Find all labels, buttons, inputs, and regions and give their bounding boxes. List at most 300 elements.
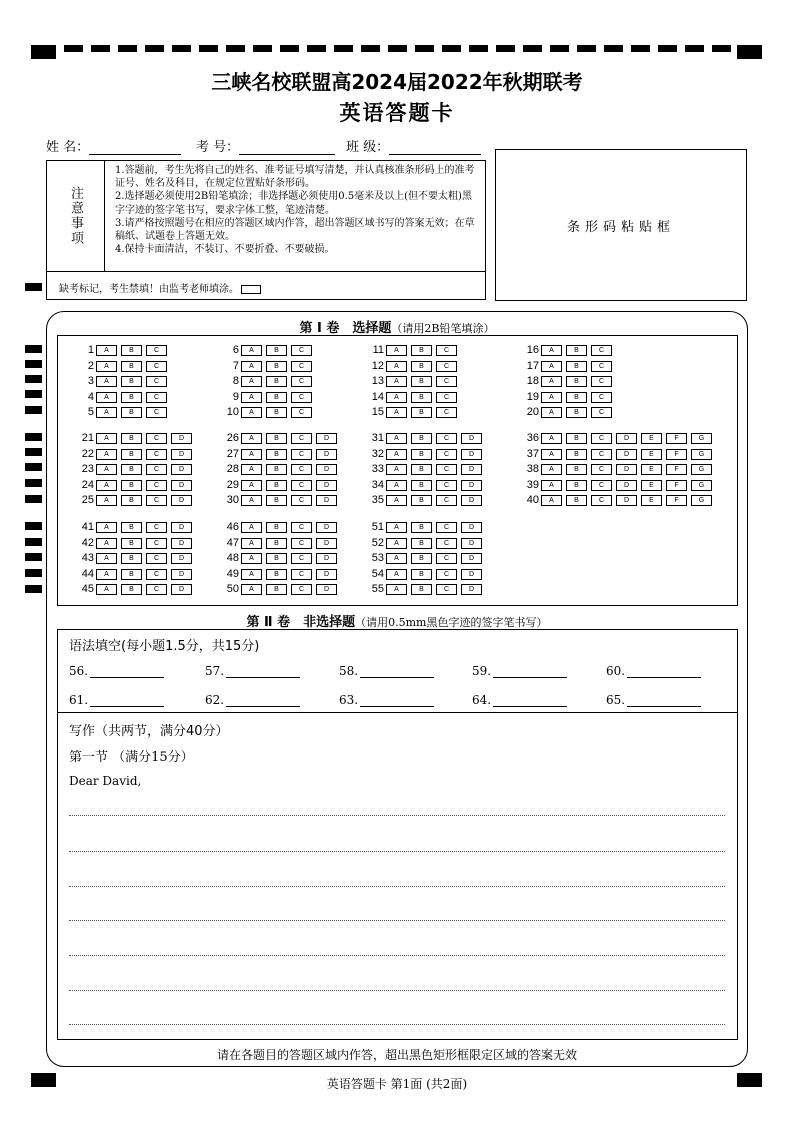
answer-bubble-d[interactable]: D: [461, 449, 482, 460]
answer-bubble-a[interactable]: A: [96, 584, 117, 595]
answer-bubble-a[interactable]: A: [541, 361, 562, 372]
grammar-blank[interactable]: [339, 664, 434, 678]
answer-bubble-c[interactable]: C: [436, 361, 457, 372]
answer-bubble-a[interactable]: A: [241, 495, 262, 506]
answer-bubble-a[interactable]: A: [96, 495, 117, 506]
choice-question: [221, 361, 316, 372]
answer-bubble-a[interactable]: A: [241, 345, 262, 356]
answer-bubble-a[interactable]: A: [241, 522, 262, 533]
answer-bubble-a[interactable]: A: [386, 376, 407, 387]
grammar-blank[interactable]: [69, 693, 164, 707]
question-number: 12: [371, 359, 384, 372]
answer-bubble-c[interactable]: C: [436, 538, 457, 549]
writing-line: [69, 815, 725, 816]
answer-bubble-b[interactable]: B: [411, 449, 432, 460]
answer-bubble-b[interactable]: B: [566, 376, 587, 387]
answer-bubble-a[interactable]: A: [96, 407, 117, 418]
absent-checkbox[interactable]: [241, 285, 261, 294]
grammar-blank[interactable]: [69, 664, 164, 678]
answer-bubble-a[interactable]: A: [241, 480, 262, 491]
answer-bubble-c[interactable]: C: [291, 345, 312, 356]
blank-number: 56.: [69, 664, 89, 678]
grammar-blank[interactable]: [606, 693, 701, 707]
question-number: 41: [81, 521, 94, 533]
answer-bubble-d[interactable]: D: [171, 433, 192, 444]
answer-bubble-a[interactable]: A: [386, 584, 407, 595]
question-number: 28: [226, 463, 239, 475]
answer-bubble-b[interactable]: B: [411, 464, 432, 475]
answer-bubble-d[interactable]: D: [461, 522, 482, 533]
answer-bubble-b[interactable]: B: [121, 392, 142, 403]
answer-bubble-b[interactable]: B: [121, 538, 142, 549]
answer-bubble-a[interactable]: A: [96, 392, 117, 403]
answer-bubble-c[interactable]: C: [146, 449, 167, 460]
writing-line: [69, 851, 725, 852]
answer-bubble-g[interactable]: G: [691, 433, 712, 444]
answer-bubble-d[interactable]: D: [316, 584, 337, 595]
answer-bubble-b[interactable]: B: [266, 553, 287, 564]
side-mark: [25, 375, 42, 383]
answer-bubble-a[interactable]: A: [241, 584, 262, 595]
notice-item-1: 1.答题前，考生先将自己的姓名、准考证号填写清楚，并认真核准条形码上的准考证号、姓名及科目，在规定位置贴好条形码。: [115, 165, 475, 190]
choice-question: [76, 361, 171, 372]
notice-item-4: 4.保持卡面清洁，不装订、不要折叠、不要破损。: [115, 244, 335, 256]
timing-dash: [523, 45, 542, 52]
answer-bubble-a[interactable]: A: [386, 433, 407, 444]
answer-bubble-a[interactable]: A: [96, 376, 117, 387]
answer-bubble-b[interactable]: B: [266, 584, 287, 595]
answer-bubble-c[interactable]: C: [291, 392, 312, 403]
answer-bubble-a[interactable]: A: [541, 392, 562, 403]
answer-bubble-c[interactable]: C: [591, 495, 612, 506]
answer-bubble-a[interactable]: A: [386, 495, 407, 506]
answer-bubble-c[interactable]: C: [591, 433, 612, 444]
question-number: 6: [232, 344, 239, 356]
answer-bubble-a[interactable]: A: [96, 464, 117, 475]
blank-number: 62.: [205, 693, 225, 707]
answer-bubble-b[interactable]: B: [266, 407, 287, 418]
question-number: 43: [81, 552, 94, 564]
answer-bubble-b[interactable]: B: [411, 584, 432, 595]
answer-bubble-b[interactable]: B: [566, 464, 587, 475]
choice-question: [366, 407, 461, 418]
answer-bubble-c[interactable]: C: [146, 553, 167, 564]
answer-bubble-a[interactable]: A: [241, 569, 262, 580]
answer-bubble-a[interactable]: A: [96, 345, 117, 356]
barcode-area: [495, 149, 747, 301]
answer-bubble-d[interactable]: D: [461, 480, 482, 491]
answer-bubble-e[interactable]: E: [641, 480, 662, 491]
answer-bubble-c[interactable]: C: [146, 495, 167, 506]
answer-bubble-c[interactable]: C: [291, 407, 312, 418]
question-number: 32: [371, 447, 384, 460]
answer-bubble-d[interactable]: D: [316, 569, 337, 580]
answer-bubble-c[interactable]: C: [436, 522, 457, 533]
answer-bubble-g[interactable]: G: [691, 464, 712, 475]
choice-question: [221, 407, 316, 418]
answer-bubble-a[interactable]: A: [386, 361, 407, 372]
choice-question: [221, 345, 316, 356]
answer-bubble-b[interactable]: B: [121, 345, 142, 356]
answer-bubble-b[interactable]: B: [266, 433, 287, 444]
answer-bubble-c[interactable]: C: [591, 392, 612, 403]
answer-bubble-a[interactable]: A: [386, 345, 407, 356]
answer-bubble-b[interactable]: B: [411, 495, 432, 506]
answer-bubble-b[interactable]: B: [566, 345, 587, 356]
answer-bubble-c[interactable]: C: [146, 361, 167, 372]
choice-question: [221, 522, 341, 533]
answer-bubble-b[interactable]: B: [266, 495, 287, 506]
grammar-blank[interactable]: [205, 664, 300, 678]
answer-bubble-c[interactable]: C: [291, 464, 312, 475]
answer-bubble-f[interactable]: F: [666, 433, 687, 444]
answer-bubble-b[interactable]: B: [411, 538, 432, 549]
question-number: 49: [226, 567, 239, 580]
answer-bubble-b[interactable]: B: [411, 522, 432, 533]
exam-no-field[interactable]: [196, 136, 335, 155]
answer-bubble-b[interactable]: B: [266, 361, 287, 372]
answer-bubble-b[interactable]: B: [266, 449, 287, 460]
question-number: 33: [371, 463, 384, 475]
answer-bubble-a[interactable]: A: [241, 449, 262, 460]
answer-bubble-f[interactable]: F: [666, 495, 687, 506]
exam-title: 三峡名校联盟高2024届2022年秋期联考: [211, 70, 583, 94]
grammar-title: 语法填空(每小题1.5分，共15分): [69, 639, 260, 654]
choice-question: [221, 449, 341, 460]
question-number: 29: [226, 478, 239, 491]
answer-bubble-d[interactable]: D: [171, 522, 192, 533]
answer-bubble-a[interactable]: A: [541, 376, 562, 387]
answer-bubble-c[interactable]: C: [291, 495, 312, 506]
timing-dash: [64, 45, 83, 52]
answer-bubble-d[interactable]: D: [171, 569, 192, 580]
answer-bubble-b[interactable]: B: [566, 361, 587, 372]
choice-question: [76, 345, 171, 356]
answer-bubble-a[interactable]: A: [96, 433, 117, 444]
answer-bubble-a[interactable]: A: [241, 361, 262, 372]
answer-bubble-d[interactable]: D: [171, 538, 192, 549]
answer-bubble-c[interactable]: C: [146, 464, 167, 475]
answer-bubble-c[interactable]: C: [591, 345, 612, 356]
answer-bubble-e[interactable]: E: [641, 495, 662, 506]
answer-bubble-a[interactable]: A: [241, 433, 262, 444]
answer-bubble-d[interactable]: D: [461, 584, 482, 595]
answer-bubble-d[interactable]: D: [171, 449, 192, 460]
answer-bubble-c[interactable]: C: [146, 407, 167, 418]
answer-bubble-d[interactable]: D: [616, 433, 637, 444]
question-number: 4: [87, 390, 94, 403]
choice-question: [76, 480, 196, 491]
answer-bubble-c[interactable]: C: [291, 522, 312, 533]
answer-bubble-a[interactable]: A: [241, 464, 262, 475]
question-number: 11: [372, 344, 384, 356]
question-number: 39: [526, 478, 539, 491]
section1-heading: [0, 317, 794, 336]
answer-bubble-a[interactable]: A: [241, 392, 262, 403]
answer-bubble-c[interactable]: C: [146, 392, 167, 403]
answer-bubble-b[interactable]: B: [121, 480, 142, 491]
timing-dash: [361, 45, 380, 52]
answer-bubble-c[interactable]: C: [436, 553, 457, 564]
answer-bubble-b[interactable]: B: [411, 553, 432, 564]
side-mark: [25, 448, 42, 456]
answer-bubble-c[interactable]: C: [291, 433, 312, 444]
answer-bubble-b[interactable]: B: [411, 433, 432, 444]
answer-bubble-b[interactable]: B: [266, 345, 287, 356]
answer-bubble-d[interactable]: D: [461, 553, 482, 564]
answer-bubble-b[interactable]: B: [121, 376, 142, 387]
answer-bubble-c[interactable]: C: [436, 495, 457, 506]
answer-bubble-b[interactable]: B: [566, 433, 587, 444]
answer-bubble-g[interactable]: G: [691, 495, 712, 506]
answer-bubble-b[interactable]: B: [121, 569, 142, 580]
side-mark: [25, 463, 42, 471]
answer-bubble-c[interactable]: C: [291, 480, 312, 491]
side-mark: [25, 585, 42, 593]
answer-bubble-d[interactable]: D: [171, 553, 192, 564]
answer-bubble-b[interactable]: B: [121, 407, 142, 418]
answer-bubble-b[interactable]: B: [411, 569, 432, 580]
answer-bubble-b[interactable]: B: [266, 376, 287, 387]
answer-bubble-d[interactable]: D: [171, 584, 192, 595]
answer-bubble-d[interactable]: D: [316, 522, 337, 533]
timing-dash: [307, 45, 326, 52]
letter-salutation: Dear David,: [69, 774, 142, 788]
notice-item-2: 2.选择题必须使用2B铅笔填涂；非选择题必须使用0.5毫米及以上(但不要太粗)黑字字迹的签字笔书写，要求字体工整，笔迹清楚。: [115, 191, 472, 216]
answer-bubble-c[interactable]: C: [146, 584, 167, 595]
blank-number: 63.: [339, 693, 359, 707]
answer-bubble-b[interactable]: B: [266, 569, 287, 580]
answer-bubble-b[interactable]: B: [266, 522, 287, 533]
answer-bubble-d[interactable]: D: [616, 495, 637, 506]
answer-bubble-a[interactable]: A: [96, 522, 117, 533]
answer-bubble-c[interactable]: C: [291, 376, 312, 387]
timing-dash: [118, 45, 137, 52]
choice-question: [521, 433, 716, 444]
answer-bubble-c[interactable]: C: [146, 569, 167, 580]
answer-bubble-c[interactable]: C: [591, 480, 612, 491]
side-mark: [25, 479, 42, 487]
answer-bubble-a[interactable]: A: [541, 345, 562, 356]
choice-question: [521, 376, 616, 387]
grammar-blank[interactable]: [339, 693, 434, 707]
answer-bubble-a[interactable]: A: [386, 538, 407, 549]
answer-bubble-a[interactable]: A: [386, 464, 407, 475]
answer-bubble-f[interactable]: F: [666, 464, 687, 475]
answer-bubble-b[interactable]: B: [121, 433, 142, 444]
answer-bubble-a[interactable]: A: [541, 495, 562, 506]
grammar-blank[interactable]: [472, 664, 567, 678]
answer-bubble-b[interactable]: B: [566, 495, 587, 506]
answer-bubble-b[interactable]: B: [566, 449, 587, 460]
choice-question: [76, 464, 196, 475]
answer-bubble-d[interactable]: D: [171, 464, 192, 475]
choice-question: [76, 433, 196, 444]
answer-bubble-c[interactable]: C: [436, 433, 457, 444]
question-number: 17: [526, 359, 539, 372]
answer-bubble-b[interactable]: B: [121, 449, 142, 460]
answer-bubble-b[interactable]: B: [411, 361, 432, 372]
answer-bubble-c[interactable]: C: [591, 361, 612, 372]
answer-bubble-c[interactable]: C: [436, 584, 457, 595]
answer-bubble-a[interactable]: A: [541, 433, 562, 444]
answer-bubble-d[interactable]: D: [316, 538, 337, 549]
answer-bubble-a[interactable]: A: [241, 553, 262, 564]
absent-mark-row: [46, 272, 486, 300]
choice-question: [521, 392, 616, 403]
answer-bubble-a[interactable]: A: [386, 480, 407, 491]
answer-bubble-d[interactable]: D: [316, 464, 337, 475]
answer-bubble-c[interactable]: C: [291, 361, 312, 372]
answer-bubble-b[interactable]: B: [121, 464, 142, 475]
answer-bubble-c[interactable]: C: [591, 407, 612, 418]
answer-bubble-c[interactable]: C: [436, 449, 457, 460]
answer-bubble-c[interactable]: C: [291, 449, 312, 460]
choice-question: [76, 449, 196, 460]
answer-bubble-d[interactable]: D: [461, 569, 482, 580]
answer-bubble-b[interactable]: B: [411, 376, 432, 387]
answer-bubble-a[interactable]: A: [96, 480, 117, 491]
answer-bubble-c[interactable]: C: [146, 538, 167, 549]
answer-bubble-d[interactable]: D: [316, 553, 337, 564]
question-number: 13: [371, 375, 384, 387]
answer-bubble-g[interactable]: G: [691, 480, 712, 491]
answer-bubble-b[interactable]: B: [266, 480, 287, 491]
answer-bubble-g[interactable]: G: [691, 449, 712, 460]
choice-question: [366, 553, 486, 564]
answer-bubble-d[interactable]: D: [316, 495, 337, 506]
answer-bubble-b[interactable]: B: [121, 522, 142, 533]
answer-bubble-d[interactable]: D: [316, 449, 337, 460]
answer-bubble-d[interactable]: D: [461, 538, 482, 549]
answer-bubble-d[interactable]: D: [171, 480, 192, 491]
answer-bubble-b[interactable]: B: [566, 407, 587, 418]
answer-bubble-b[interactable]: B: [266, 538, 287, 549]
answer-bubble-a[interactable]: A: [386, 522, 407, 533]
answer-bubble-a[interactable]: A: [241, 407, 262, 418]
answer-bubble-a[interactable]: A: [241, 376, 262, 387]
answer-bubble-c[interactable]: C: [146, 376, 167, 387]
answer-bubble-b[interactable]: B: [266, 392, 287, 403]
grammar-blank[interactable]: [606, 664, 701, 678]
answer-bubble-a[interactable]: A: [386, 392, 407, 403]
answer-bubble-c[interactable]: C: [436, 464, 457, 475]
side-mark: [25, 553, 42, 561]
answer-bubble-d[interactable]: D: [616, 464, 637, 475]
page-number: 英语答题卡 第1面 (共2面): [326, 1077, 468, 1091]
answer-bubble-b[interactable]: B: [266, 464, 287, 475]
answer-bubble-d[interactable]: D: [616, 480, 637, 491]
choice-question: [366, 569, 486, 580]
answer-bubble-b[interactable]: B: [566, 392, 587, 403]
answer-bubble-a[interactable]: A: [96, 361, 117, 372]
question-number: 50: [226, 583, 239, 595]
answer-bubble-e[interactable]: E: [641, 464, 662, 475]
question-number: 15: [371, 406, 384, 418]
answer-bubble-d[interactable]: D: [616, 449, 637, 460]
answer-bubble-d[interactable]: D: [461, 464, 482, 475]
answer-bubble-a[interactable]: A: [96, 569, 117, 580]
timing-dash: [226, 45, 245, 52]
section1-note: （请用2B铅笔填涂）: [391, 322, 495, 335]
answer-bubble-f[interactable]: F: [666, 449, 687, 460]
answer-bubble-c[interactable]: C: [146, 480, 167, 491]
answer-bubble-c[interactable]: C: [291, 553, 312, 564]
answer-bubble-d[interactable]: D: [461, 495, 482, 506]
question-number: 8: [232, 375, 239, 387]
timing-dash: [712, 45, 731, 52]
answer-bubble-a[interactable]: A: [241, 538, 262, 549]
answer-bubble-b[interactable]: B: [411, 345, 432, 356]
answer-bubble-d[interactable]: D: [316, 480, 337, 491]
answer-bubble-b[interactable]: B: [566, 480, 587, 491]
answer-bubble-a[interactable]: A: [541, 449, 562, 460]
answer-bubble-d[interactable]: D: [171, 495, 192, 506]
answer-bubble-c[interactable]: C: [436, 376, 457, 387]
answer-bubble-a[interactable]: A: [386, 407, 407, 418]
answer-bubble-c[interactable]: C: [436, 569, 457, 580]
answer-bubble-e[interactable]: E: [641, 449, 662, 460]
choice-question: [366, 584, 486, 595]
question-number: 52: [371, 536, 384, 549]
answer-bubble-f[interactable]: F: [666, 480, 687, 491]
answer-bubble-a[interactable]: A: [96, 538, 117, 549]
answer-bubble-c[interactable]: C: [436, 345, 457, 356]
answer-bubble-a[interactable]: A: [386, 553, 407, 564]
answer-bubble-c[interactable]: C: [146, 345, 167, 356]
answer-bubble-c[interactable]: C: [291, 569, 312, 580]
answer-bubble-b[interactable]: B: [411, 407, 432, 418]
answer-bubble-c[interactable]: C: [291, 538, 312, 549]
answer-bubble-c[interactable]: C: [436, 480, 457, 491]
answer-bubble-a[interactable]: A: [386, 449, 407, 460]
answer-bubble-a[interactable]: A: [541, 480, 562, 491]
choice-question: [76, 522, 196, 533]
writing-part1-title: 第一节 （满分15分）: [69, 750, 194, 765]
answer-bubble-b[interactable]: B: [121, 553, 142, 564]
answer-bubble-a[interactable]: A: [541, 464, 562, 475]
question-number: 46: [226, 521, 239, 533]
writing-line: [69, 886, 725, 887]
answer-bubble-c[interactable]: C: [591, 464, 612, 475]
class-field[interactable]: [346, 136, 481, 155]
answer-bubble-c[interactable]: C: [291, 584, 312, 595]
grammar-blank[interactable]: [472, 693, 567, 707]
answer-bubble-c[interactable]: C: [436, 392, 457, 403]
name-field[interactable]: [46, 136, 181, 155]
question-number: 16: [526, 344, 539, 356]
answer-bubble-a[interactable]: A: [96, 449, 117, 460]
answer-bubble-c[interactable]: C: [146, 433, 167, 444]
question-number: 2: [87, 359, 94, 372]
answer-bubble-d[interactable]: D: [316, 433, 337, 444]
answer-bubble-b[interactable]: B: [121, 361, 142, 372]
answer-bubble-c[interactable]: C: [436, 407, 457, 418]
answer-bubble-b[interactable]: B: [411, 392, 432, 403]
answer-bubble-c[interactable]: C: [591, 449, 612, 460]
answer-bubble-a[interactable]: A: [96, 553, 117, 564]
answer-bubble-a[interactable]: A: [386, 569, 407, 580]
answer-bubble-a[interactable]: A: [541, 407, 562, 418]
answer-bubble-c[interactable]: C: [591, 376, 612, 387]
answer-bubble-d[interactable]: D: [461, 433, 482, 444]
answer-bubble-e[interactable]: E: [641, 433, 662, 444]
answer-bubble-b[interactable]: B: [121, 584, 142, 595]
answer-bubble-c[interactable]: C: [146, 522, 167, 533]
grammar-blank[interactable]: [205, 693, 300, 707]
answer-bubble-b[interactable]: B: [411, 480, 432, 491]
answer-bubble-b[interactable]: B: [121, 495, 142, 506]
